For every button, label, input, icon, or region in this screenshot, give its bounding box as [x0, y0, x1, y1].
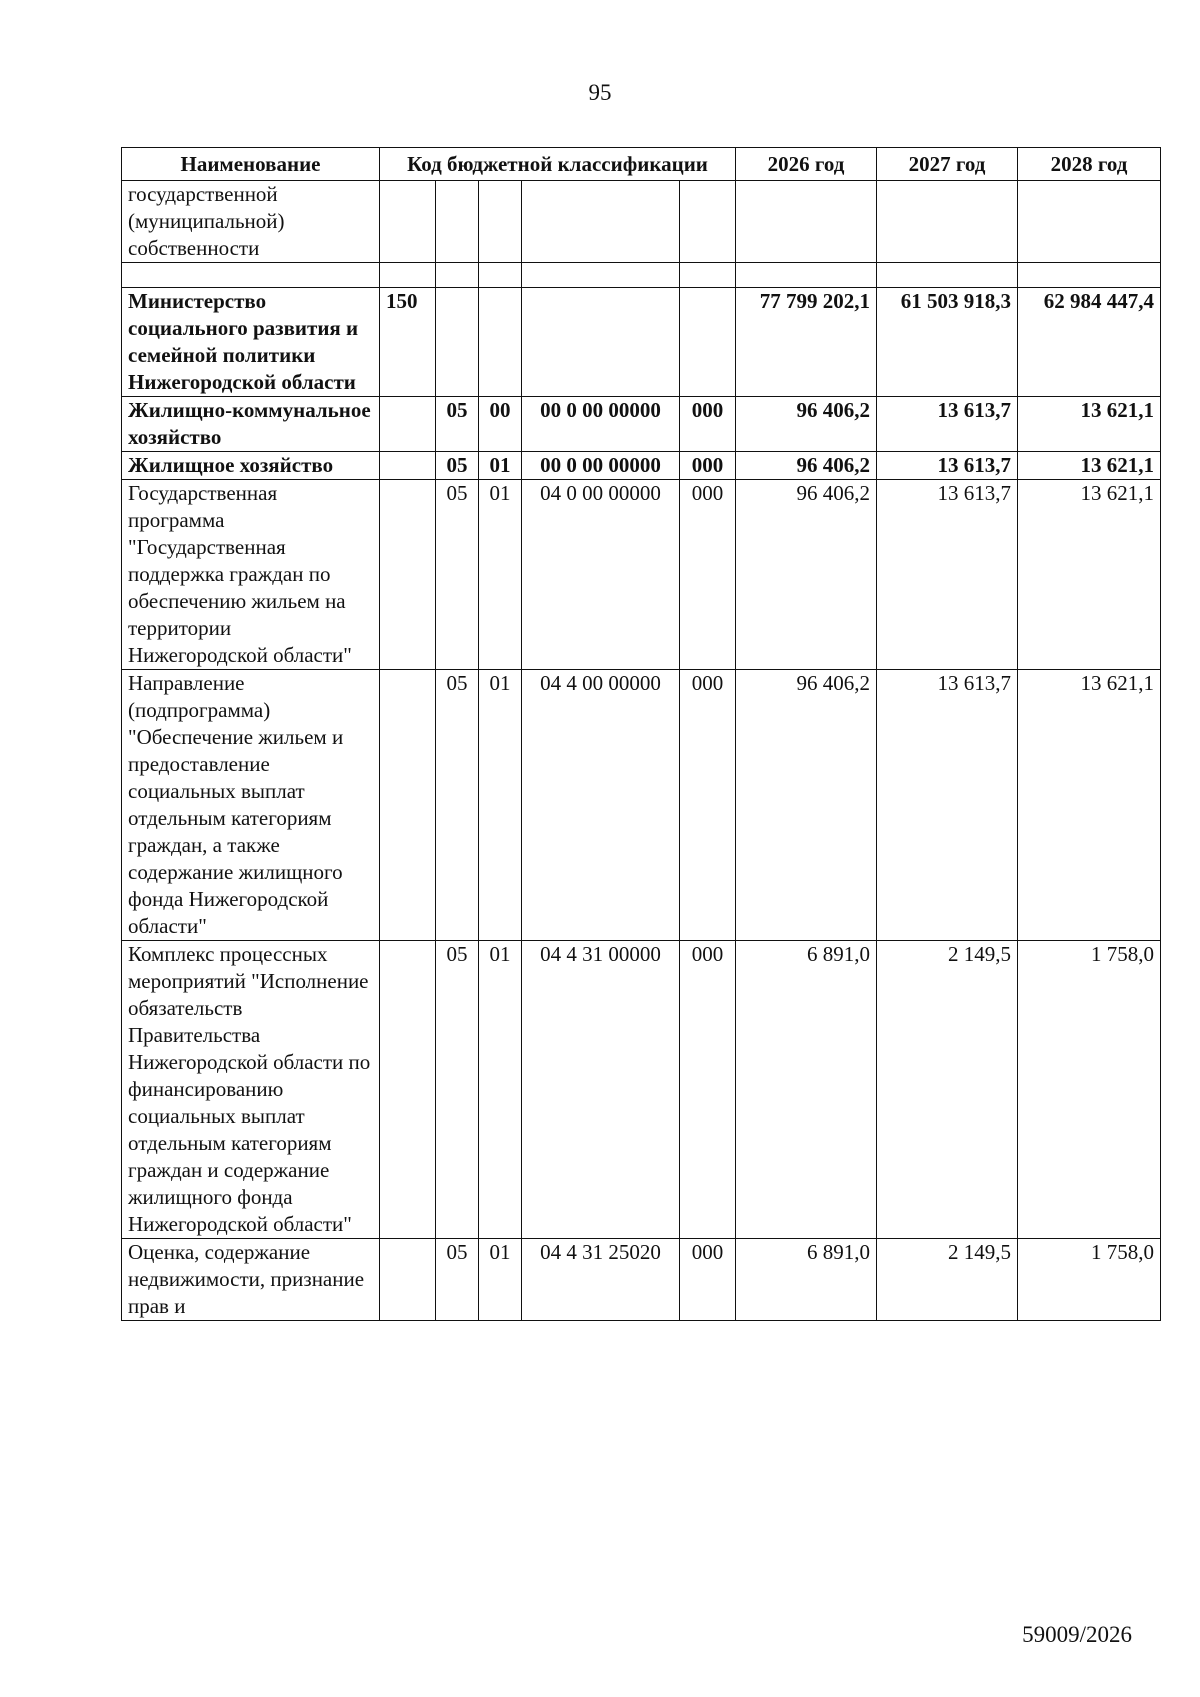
row-2028: 1 758,0 [1018, 1239, 1161, 1321]
row-rz: 05 [436, 452, 479, 480]
row-name: Оценка, содержание недвижимости, признание прав и [122, 1239, 380, 1321]
row-name: Направление (подпрограмма) "Обеспечение жильем и предоставление социальных выплат отдельным категориям граждан, а также содержание жилищного фонда Нижегородской области" [122, 670, 380, 941]
row-pr [479, 288, 522, 397]
row-2026: 96 406,2 [736, 480, 877, 670]
row-vr: 000 [680, 941, 736, 1239]
row-2027: 2 149,5 [877, 1239, 1018, 1321]
row-ved [380, 263, 436, 288]
row-rz: 05 [436, 941, 479, 1239]
row-2027 [877, 181, 1018, 263]
table-row [122, 181, 1161, 263]
row-csr: 04 4 31 25020 [522, 1239, 680, 1321]
row-pr [479, 181, 522, 263]
row-csr [522, 181, 680, 263]
row-2026: 96 406,2 [736, 670, 877, 941]
row-vr: 000 [680, 452, 736, 480]
row-2026: 96 406,2 [736, 452, 877, 480]
row-ved [380, 480, 436, 670]
row-ved [380, 181, 436, 263]
row-csr: 04 0 00 00000 [522, 480, 680, 670]
table-header-row [122, 148, 1161, 181]
row-2028: 13 621,1 [1018, 397, 1161, 452]
row-rz: 05 [436, 480, 479, 670]
document-code: 59009/2026 [1022, 1622, 1132, 1647]
row-rz [436, 288, 479, 397]
row-pr: 01 [479, 480, 522, 670]
row-2026 [736, 263, 877, 288]
row-rz [436, 263, 479, 288]
row-pr: 01 [479, 670, 522, 941]
row-ved: 150 [380, 288, 436, 397]
row-vr: 000 [680, 1239, 736, 1321]
row-2028 [1018, 263, 1161, 288]
row-pr: 01 [479, 452, 522, 480]
table-row [122, 670, 1161, 941]
row-2027: 2 149,5 [877, 941, 1018, 1239]
row-csr [522, 288, 680, 397]
header-2028: 2028 год [1018, 148, 1161, 181]
row-name: Жилищное хозяйство [122, 452, 380, 480]
row-vr [680, 181, 736, 263]
budget-table [121, 147, 1161, 1321]
row-name: Министерство социального развития и семейной политики Нижегородской области [122, 288, 380, 397]
row-pr [479, 263, 522, 288]
row-vr: 000 [680, 480, 736, 670]
header-2027: 2027 год [877, 148, 1018, 181]
table-row [122, 480, 1161, 670]
row-pr: 00 [479, 397, 522, 452]
row-ved [380, 397, 436, 452]
row-vr [680, 263, 736, 288]
row-2028: 13 621,1 [1018, 452, 1161, 480]
row-vr [680, 288, 736, 397]
row-2028: 13 621,1 [1018, 670, 1161, 941]
row-2026: 77 799 202,1 [736, 288, 877, 397]
row-2027: 13 613,7 [877, 480, 1018, 670]
header-name: Наименование [122, 148, 380, 181]
page-number: 95 [588, 80, 612, 105]
table-row [122, 452, 1161, 480]
row-name: Жилищно-коммунальное хозяйство [122, 397, 380, 452]
table-row [122, 288, 1161, 397]
row-csr: 00 0 00 00000 [522, 452, 680, 480]
row-2027: 13 613,7 [877, 452, 1018, 480]
row-ved [380, 452, 436, 480]
row-name: Государственная программа "Государственная поддержка граждан по обеспечению жильем на территории Нижегородской области" [122, 480, 380, 670]
row-name: государственной (муниципальной) собственности [122, 181, 380, 263]
row-rz: 05 [436, 397, 479, 452]
header-2026: 2026 год [736, 148, 877, 181]
row-rz [436, 181, 479, 263]
row-2028 [1018, 181, 1161, 263]
row-rz: 05 [436, 1239, 479, 1321]
row-2026: 6 891,0 [736, 941, 877, 1239]
row-ved [380, 1239, 436, 1321]
row-ved [380, 670, 436, 941]
row-2027: 13 613,7 [877, 670, 1018, 941]
row-ved [380, 941, 436, 1239]
row-2028: 13 621,1 [1018, 480, 1161, 670]
row-2028: 62 984 447,4 [1018, 288, 1161, 397]
row-2026: 96 406,2 [736, 397, 877, 452]
table-row [122, 263, 1161, 288]
row-rz: 05 [436, 670, 479, 941]
row-pr: 01 [479, 941, 522, 1239]
row-2027: 13 613,7 [877, 397, 1018, 452]
table-row [122, 1239, 1161, 1321]
table-row [122, 941, 1161, 1239]
header-code: Код бюджетной классификации [380, 148, 736, 181]
row-csr: 04 4 31 00000 [522, 941, 680, 1239]
row-vr: 000 [680, 397, 736, 452]
row-csr: 04 4 00 00000 [522, 670, 680, 941]
row-vr: 000 [680, 670, 736, 941]
row-csr: 00 0 00 00000 [522, 397, 680, 452]
row-name: Комплекс процессных мероприятий "Исполнение обязательств Правительства Нижегородской области по финансированию социальных выплат отдельным категориям граждан и содержание жилищного фонда Нижегородской области" [122, 941, 380, 1239]
table-row [122, 397, 1161, 452]
row-name [122, 263, 380, 288]
row-2027 [877, 263, 1018, 288]
row-2026 [736, 181, 877, 263]
row-2026: 6 891,0 [736, 1239, 877, 1321]
row-2028: 1 758,0 [1018, 941, 1161, 1239]
row-2027: 61 503 918,3 [877, 288, 1018, 397]
row-pr: 01 [479, 1239, 522, 1321]
row-csr [522, 263, 680, 288]
